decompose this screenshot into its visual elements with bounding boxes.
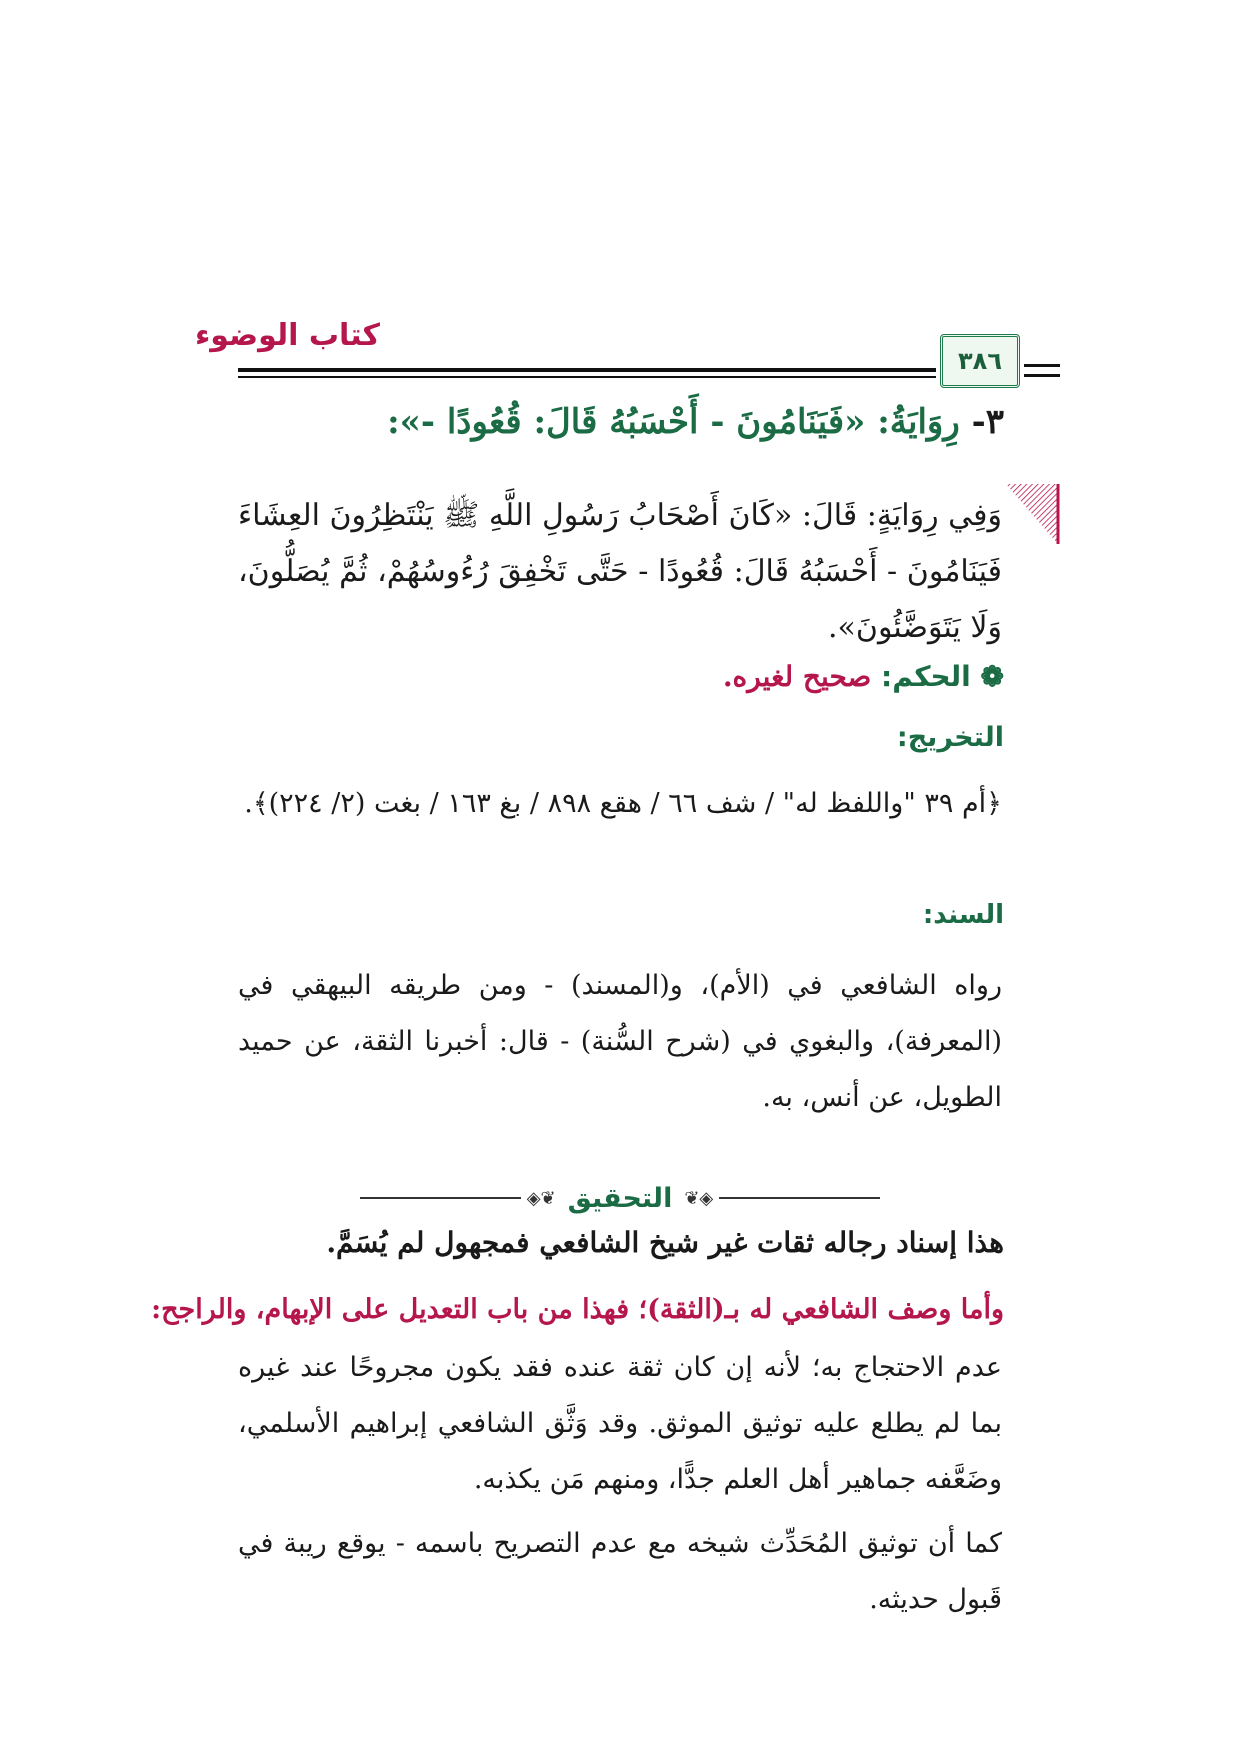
header-rule-thin — [238, 376, 936, 378]
tahqiq-note: وأما وصف الشافعي له بـ(الثقة)؛ فهذا من باب التعديل على الإبهام، والراجح: — [151, 1294, 1004, 1325]
page-number: ٣٨٦ — [958, 347, 1002, 375]
sanad-heading: السند: — [922, 900, 1004, 930]
ruling-label: الحكم: — [881, 660, 971, 693]
flower-ornament-icon: ❁ — [980, 660, 1004, 693]
ruling-line — [723, 660, 1004, 693]
divider-line — [360, 1197, 521, 1199]
divider-line — [719, 1197, 880, 1199]
header-rule — [238, 368, 936, 372]
section-heading-text: رِوَايَةُ: «فَيَنَامُونَ - أَحْسَبُهُ قَالَ: قُعُودًا -»: — [387, 402, 960, 442]
tahqiq-heading: التحقيق — [567, 1182, 673, 1214]
divider-ornament-icon: ◈❦ — [684, 1187, 714, 1209]
takhrij-text: ﴿أم ٣٩ "واللفظ له" / شف ٦٦ / هقع ٨٩٨ / بغ ١٦٣ / بغت (٢/ ٢٢٤)﴾. — [244, 788, 1002, 819]
tahqiq-conclusion: هذا إسناد رجاله ثقات غير شيخ الشافعي فمجهول لم يُسَمَّ. — [326, 1226, 1004, 1259]
tahqiq-paragraph-2: كما أن توثيق المُحَدِّث شيخه مع عدم التصريح باسمه - يوقع ريبة في قَبول حديثه. — [238, 1528, 1002, 1615]
section-heading — [387, 402, 1004, 442]
page-number-box — [940, 334, 1020, 388]
header-rule-right-2 — [1024, 374, 1060, 377]
header-rule-right — [1024, 364, 1060, 367]
hadith-text: وَفِي رِوَايَةٍ: قَالَ: «كَانَ أَصْحَابُ رَسُولِ اللَّهِ ﷺ يَنْتَظِرُونَ العِشَاءَ فَيَنَامُونَ - أَحْسَبُهُ قَالَ: قُعُودًا - حَتَّى تَخْفِقَ رُءُوسُهُمْ، ثُمَّ يُصَلُّونَ، وَلَا يَتَوَضَّئُونَ». — [237, 498, 1002, 645]
book-title: كتاب الوضوء — [194, 318, 380, 353]
tahqiq-paragraph-1: عدم الاحتجاج به؛ لأنه إن كان ثقة عنده فقد يكون مجروحًا عند غيره بما لم يطلع عليه توثيق الموثق. وقد وَثَّق الشافعي إبراهيم الأسلمي، وضَعَّفه جماهير أهل العلم جدًّا، ومنهم مَن يكذبه. — [238, 1352, 1002, 1495]
tahqiq-divider — [360, 1178, 880, 1218]
takhrij-heading: التخريج: — [896, 722, 1004, 753]
divider-ornament-icon: ❦◈ — [526, 1187, 556, 1209]
ruling-value: صحيح لغيره. — [722, 660, 872, 693]
corner-ornament-icon — [1000, 482, 1060, 546]
section-number: ٣- — [971, 402, 1004, 442]
sanad-text: رواه الشافعي في (الأم)، و(المسند) - ومن طريقه البيهقي في (المعرفة)، والبغوي في (شرح السُّنة) - قال: أخبرنا الثقة، عن حميد الطويل، عن أنس، به. — [238, 970, 1002, 1113]
